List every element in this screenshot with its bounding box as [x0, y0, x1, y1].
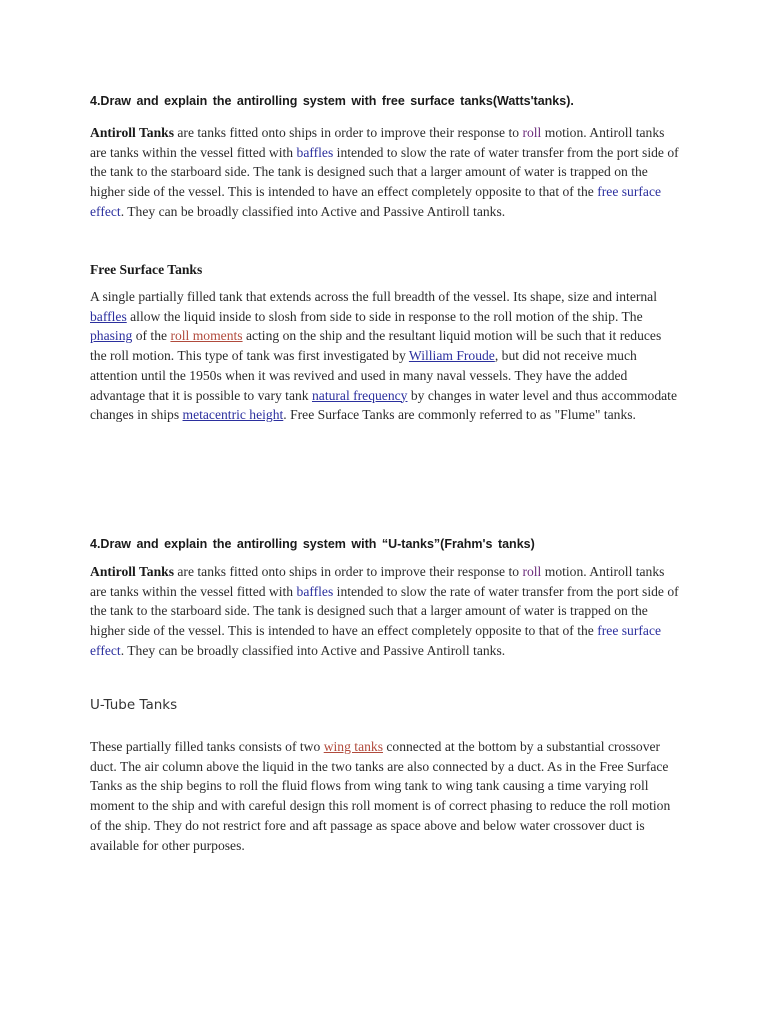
link-roll[interactable]: roll: [522, 564, 542, 579]
text-run: , but did not receive much attention until the 1950s when it was revived and used in many naval vessels. They have the added advantage that it is possible to vary tank: [90, 348, 637, 403]
text-run: . They can be broadly classified into Active and Passive Antiroll tanks.: [120, 642, 506, 658]
link-william-froude[interactable]: William Froude: [408, 348, 495, 364]
text-run: intended to slow the rate of water transfer from the port side of the tank to the starboard side. The tank is designed such that a larger amount of water is trapped on the higher side of the vessel. This is intended to have an effect completely opposite to that of the: [90, 583, 679, 639]
text-run: acting on the ship and the resultant liquid motion will be such that it reduces the roll motion. This type of tank was first investigated by: [90, 328, 662, 364]
body-paragraph-2: [90, 737, 680, 855]
question-heading-2: 4.Draw and explain the antirolling system with “U-tanks”(Frahm's tanks): [90, 537, 535, 551]
intro-paragraph-1: [90, 123, 680, 222]
intro-paragraph-2: [90, 562, 680, 661]
subheading-free-surface-tanks: Free Surface Tanks: [90, 262, 203, 277]
link-phasing[interactable]: phasing: [90, 328, 133, 344]
link-wing-tanks[interactable]: wing tanks: [323, 739, 383, 754]
text-run: connected at the bottom by a substantial crossover duct. The air column above the liquid in the two tanks are also connected by a duct. As in the Free Surface Tanks as the ship begins to roll the fluid flows from wing tank to wing tank causing a time varying roll moment to the ship and with careful design this roll moment is of correct phasing to reduce the roll motion of the ship. They do not restrict fore and aft passage as space above and below water crossover duct is available for other purposes.: [90, 739, 671, 853]
link-baffles[interactable]: baffles: [90, 308, 127, 324]
text-run: are tanks fitted onto ships in order to improve their response to: [174, 564, 523, 579]
term-antiroll-tanks: Antiroll Tanks: [90, 125, 174, 140]
link-baffles[interactable]: baffles: [296, 144, 334, 160]
text-run: motion. Antiroll tanks are tanks within the vessel fitted with: [90, 125, 665, 160]
link-metacentric-height[interactable]: metacentric height: [182, 407, 284, 423]
text-run: These partially filled tanks consists of two: [90, 739, 324, 754]
link-free-surface-effect[interactable]: free surface effect: [90, 623, 662, 658]
link-natural-frequency[interactable]: natural frequency: [311, 387, 408, 403]
link-roll-moments[interactable]: roll moments: [170, 328, 243, 344]
term-antiroll-tanks: Antiroll Tanks: [90, 564, 174, 579]
text-run: are tanks fitted onto ships in order to improve their response to: [174, 125, 523, 140]
text-run: intended to slow the rate of water transfer from the port side of the tank to the starboard side. The tank is designed such that a larger amount of water is trapped on the higher side of the vessel. This is intended to have an effect completely opposite to that of the: [90, 144, 679, 200]
link-baffles[interactable]: baffles: [296, 583, 334, 599]
text-run: motion. Antiroll tanks are tanks within the vessel fitted with: [90, 564, 665, 599]
text-run: of the: [132, 328, 171, 344]
text-run: by changes in water level and thus accommodate changes in ships: [90, 387, 677, 423]
text-run: . Free Surface Tanks are commonly referred to as "Flume" tanks.: [283, 407, 636, 423]
text-run: A single partially filled tank that extends across the full breadth of the vessel. Its shape, size and internal: [90, 289, 657, 304]
subheading-u-tube-tanks: U-Tube Tanks: [90, 697, 178, 713]
link-roll[interactable]: roll: [522, 125, 542, 140]
question-heading-1: 4.Draw and explain the antirolling system with free surface tanks(Watts'tanks).: [90, 94, 574, 108]
text-run: . They can be broadly classified into Active and Passive Antiroll tanks.: [120, 203, 506, 219]
text-run: allow the liquid inside to slosh from side to side in response to the roll motion of the ship. The: [126, 308, 643, 324]
body-paragraph-1: [90, 287, 680, 425]
link-free-surface-effect[interactable]: free surface effect: [90, 184, 662, 219]
